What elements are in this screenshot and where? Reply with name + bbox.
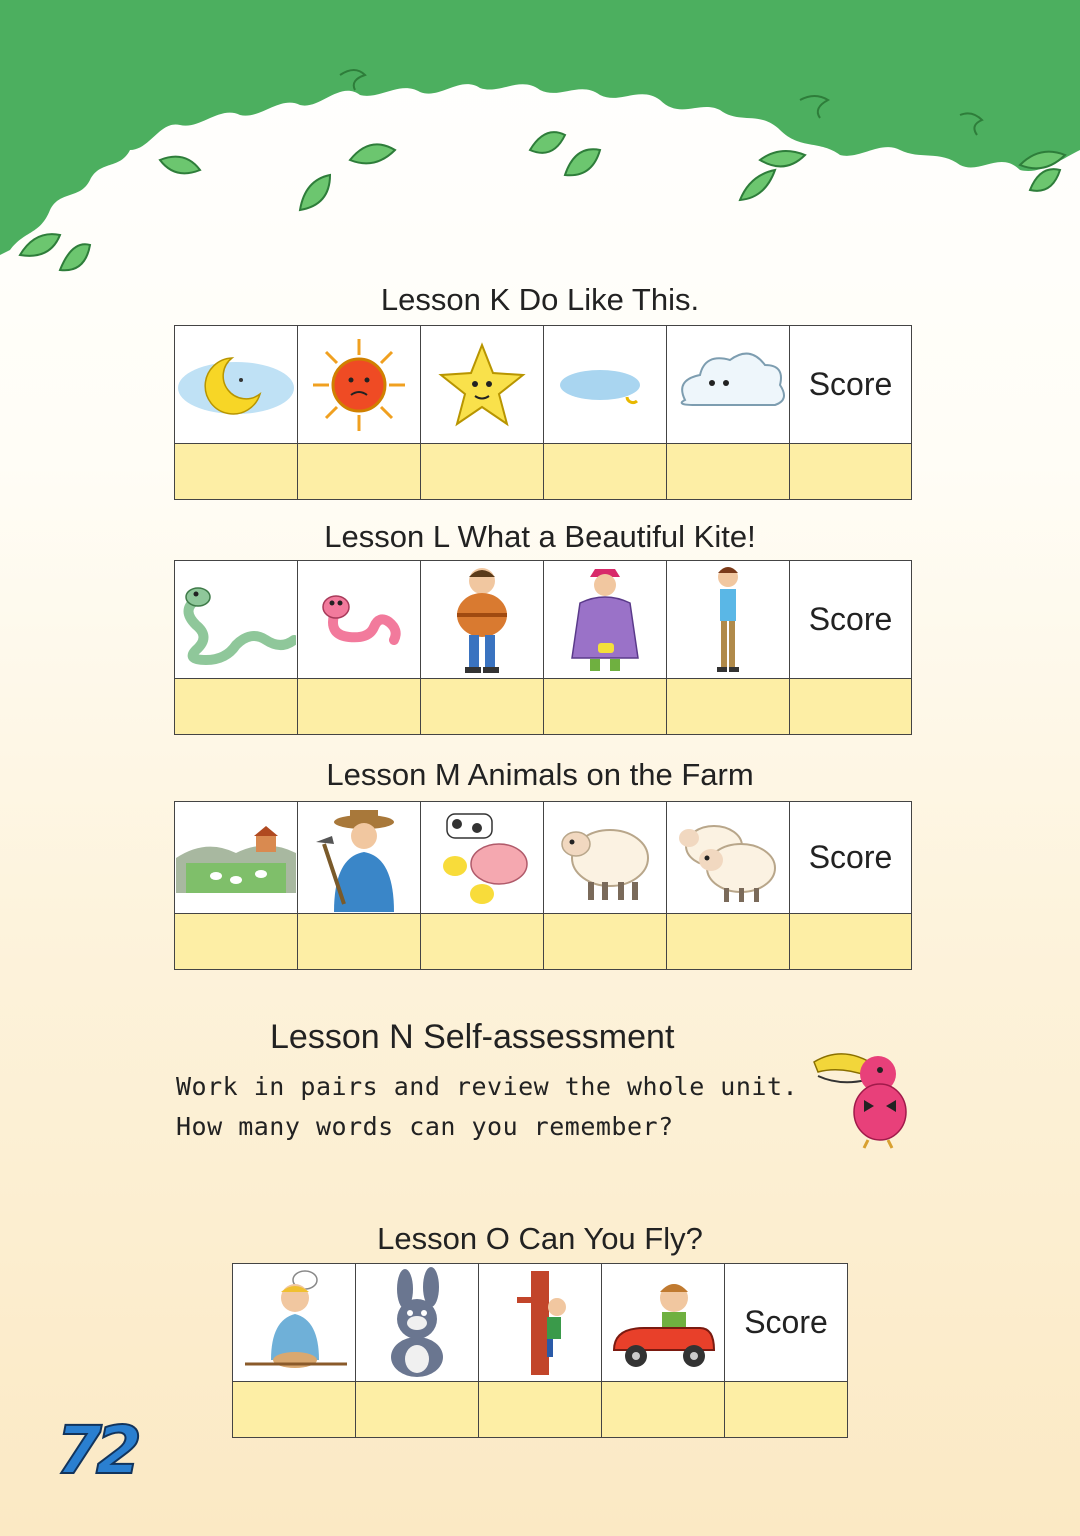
worm-icon xyxy=(314,585,404,655)
sun-picture xyxy=(298,326,421,444)
star-picture xyxy=(421,326,544,444)
farmer-icon xyxy=(304,804,414,912)
answer-cell[interactable] xyxy=(233,1382,356,1438)
farm-icon xyxy=(176,818,296,898)
sky-icon xyxy=(555,355,655,415)
answer-cell[interactable] xyxy=(298,679,421,735)
score-cell[interactable] xyxy=(790,914,912,970)
answer-cell[interactable] xyxy=(421,914,544,970)
drive-picture xyxy=(602,1264,725,1382)
cloud-icon xyxy=(670,345,786,425)
two-sheep-picture xyxy=(667,802,790,914)
lesson-m-score-label: Score xyxy=(790,802,912,914)
lesson-l-score-label: Score xyxy=(790,561,912,679)
cook-picture xyxy=(233,1264,356,1382)
cow-pig-duck-icon xyxy=(427,804,537,912)
two-sheep-icon xyxy=(669,808,787,908)
answer-cell[interactable] xyxy=(421,444,544,500)
thin-boy-icon xyxy=(693,563,763,677)
answer-cell[interactable] xyxy=(544,914,667,970)
answer-cell[interactable] xyxy=(667,444,790,500)
thin-boy-picture xyxy=(667,561,790,679)
climb-icon xyxy=(495,1267,585,1379)
fat-man-picture xyxy=(421,561,544,679)
fat-woman-icon xyxy=(560,563,650,677)
score-cell[interactable] xyxy=(790,679,912,735)
moon-picture xyxy=(175,326,298,444)
answer-cell[interactable] xyxy=(298,444,421,500)
sheep-icon xyxy=(550,808,660,908)
tree-canopy-decoration xyxy=(0,0,1080,310)
fat-man-icon xyxy=(437,563,527,677)
answer-cell[interactable] xyxy=(667,679,790,735)
farm-animals-picture xyxy=(421,802,544,914)
sheep-picture xyxy=(544,802,667,914)
lesson-k-title: Lesson K Do Like This. xyxy=(380,282,700,317)
sun-icon xyxy=(309,335,409,435)
answer-cell[interactable] xyxy=(175,679,298,735)
lesson-o-title: Lesson O Can You Fly? xyxy=(377,1221,703,1256)
answer-cell[interactable] xyxy=(298,914,421,970)
lesson-n-title: Lesson N Self-assessment xyxy=(270,1018,675,1056)
drive-car-icon xyxy=(604,1268,722,1378)
lesson-n-instruction-2: How many words can you remember? xyxy=(176,1112,674,1141)
lesson-n-instruction-1: Work in pairs and review the whole unit. xyxy=(176,1072,799,1101)
moon-icon xyxy=(177,340,295,430)
cook-icon xyxy=(235,1268,353,1378)
answer-cell[interactable] xyxy=(544,679,667,735)
lesson-l-title: Lesson L What a Beautiful Kite! xyxy=(324,519,756,554)
worm-picture xyxy=(298,561,421,679)
farm-picture xyxy=(175,802,298,914)
star-icon xyxy=(437,340,527,430)
answer-cell[interactable] xyxy=(544,444,667,500)
rabbit-icon xyxy=(367,1267,467,1379)
answer-cell[interactable] xyxy=(602,1382,725,1438)
lesson-m-table xyxy=(174,801,912,970)
lesson-l-table xyxy=(174,560,912,735)
lesson-k-score-label: Score xyxy=(790,326,912,444)
lesson-o-score-label: Score xyxy=(725,1264,848,1382)
lesson-k-table xyxy=(174,325,912,500)
sky-picture xyxy=(544,326,667,444)
lesson-o-table xyxy=(232,1263,848,1438)
farmer-picture xyxy=(298,802,421,914)
answer-cell[interactable] xyxy=(667,914,790,970)
cloud-picture xyxy=(667,326,790,444)
answer-cell[interactable] xyxy=(175,914,298,970)
climb-picture xyxy=(479,1264,602,1382)
answer-cell[interactable] xyxy=(421,679,544,735)
answer-cell[interactable] xyxy=(175,444,298,500)
parrot-icon xyxy=(808,1044,914,1150)
snake-picture xyxy=(175,561,298,679)
rabbit-picture xyxy=(356,1264,479,1382)
answer-cell[interactable] xyxy=(479,1382,602,1438)
snake-icon xyxy=(176,575,296,665)
page-number: 72 xyxy=(56,1412,136,1489)
score-cell[interactable] xyxy=(725,1382,848,1438)
lesson-m-title: Lesson M Animals on the Farm xyxy=(326,757,754,792)
fat-woman-picture xyxy=(544,561,667,679)
answer-cell[interactable] xyxy=(356,1382,479,1438)
score-cell[interactable] xyxy=(790,444,912,500)
